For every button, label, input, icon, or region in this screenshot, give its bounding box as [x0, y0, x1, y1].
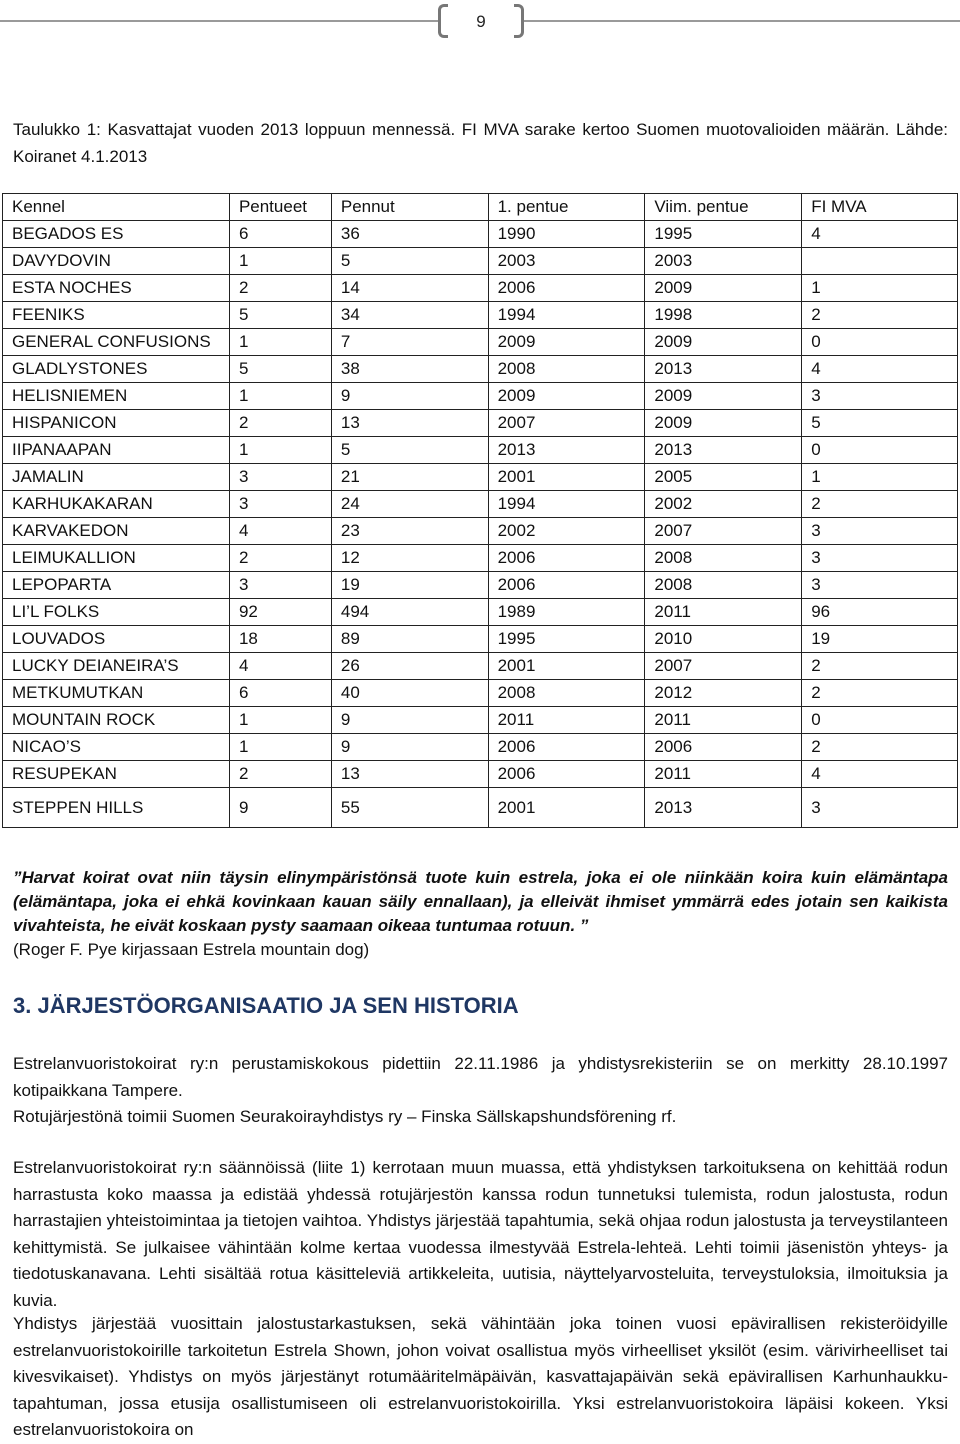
table-cell: FEENIKS: [3, 302, 230, 329]
table-cell: LEIMUKALLION: [3, 545, 230, 572]
table-cell: 9: [331, 707, 488, 734]
table-row: [3, 518, 958, 545]
table-cell: HELISNIEMEN: [3, 383, 230, 410]
table-cell: 4: [802, 761, 958, 788]
table-cell: 2: [802, 734, 958, 761]
table-cell: 2009: [488, 383, 645, 410]
table-cell: 19: [802, 626, 958, 653]
table-cell: 2008: [645, 572, 802, 599]
table-row: [3, 626, 958, 653]
table-cell: 2006: [488, 572, 645, 599]
table-cell: 2006: [488, 761, 645, 788]
table-cell: 4: [229, 653, 331, 680]
table-cell: 0: [802, 707, 958, 734]
table-cell: 5: [331, 437, 488, 464]
table-row: [3, 248, 958, 275]
table-cell: 4: [802, 356, 958, 383]
table-cell: 2: [229, 275, 331, 302]
table-cell: 21: [331, 464, 488, 491]
table-cell: 2013: [488, 437, 645, 464]
paragraph-breed-club: Rotujärjestönä toimii Suomen Seurakoirayhdistys ry – Finska Sällskapshundsförening rf.: [13, 1107, 677, 1126]
table-cell: LI’L FOLKS: [3, 599, 230, 626]
paragraph-events: Yhdistys järjestää vuosittain jalostustarkastuksen, sekä vähintään joka toinen vuosi epävirallisen rekisteröidyille estrelanvuoristokoirille tarkoitetun Estrela Shown, johon voivat osallistua myös virheelliset yksilöt (esim. värivirheelliset tai kivesvikaiset). Yhdistys on myös järjestänyt rotumääritelmäpäivän, kasvattajapäivän sekä epävirallisen Karhunhaukku-tapahtuman, jossa etusija osallistumiseen oli estrelanvuoristokoirilla. Yksi estrelanvuoristokoira läpäisi kokeen. Yksi estrelanvuoristokoira on: [13, 1314, 948, 1439]
table-cell: KARHUKAKARAN: [3, 491, 230, 518]
table-cell: 3: [229, 464, 331, 491]
table-cell: 89: [331, 626, 488, 653]
table-cell: 2003: [488, 248, 645, 275]
table-row: [3, 302, 958, 329]
table-header-cell: Kennel: [3, 194, 230, 221]
table-cell: 1: [229, 329, 331, 356]
table-cell: 55: [331, 788, 488, 828]
table-cell: 5: [802, 410, 958, 437]
table-row: [3, 788, 958, 828]
table-cell: NICAO’S: [3, 734, 230, 761]
table-cell: 92: [229, 599, 331, 626]
table-cell: 3: [229, 491, 331, 518]
table-row: [3, 545, 958, 572]
table-cell: 2: [802, 491, 958, 518]
table-cell: 2011: [645, 599, 802, 626]
table-row: [3, 356, 958, 383]
table-caption: Taulukko 1: Kasvattajat vuoden 2013 loppuun mennessä. FI MVA sarake kertoo Suomen muotovalioiden määrän. Lähde: Koiranet 4.1.2013: [13, 120, 948, 166]
table-cell: 2006: [488, 734, 645, 761]
table-cell: GENERAL CONFUSIONS: [3, 329, 230, 356]
table-cell: 36: [331, 221, 488, 248]
table-cell: RESUPEKAN: [3, 761, 230, 788]
table-cell: 2010: [645, 626, 802, 653]
table-cell: 24: [331, 491, 488, 518]
table-row: [3, 572, 958, 599]
table-cell: 5: [331, 248, 488, 275]
table-cell: 2009: [645, 275, 802, 302]
table-cell: 19: [331, 572, 488, 599]
table-cell: METKUMUTKAN: [3, 680, 230, 707]
table-cell: 2002: [488, 518, 645, 545]
table-cell: 2006: [488, 275, 645, 302]
table-cell: 26: [331, 653, 488, 680]
table-cell: 1995: [645, 221, 802, 248]
table-cell: 3: [802, 518, 958, 545]
table-cell: 2007: [488, 410, 645, 437]
table-cell: 2013: [645, 437, 802, 464]
table-cell: 3: [802, 383, 958, 410]
table-cell: 2011: [488, 707, 645, 734]
table-cell: 1994: [488, 491, 645, 518]
table-header-row: [3, 194, 958, 221]
table-row: [3, 221, 958, 248]
table-row: [3, 653, 958, 680]
table-cell: 14: [331, 275, 488, 302]
table-row: [3, 329, 958, 356]
table-cell: 2011: [645, 761, 802, 788]
table-cell: BEGADOS ES: [3, 221, 230, 248]
table-cell: 0: [802, 329, 958, 356]
table-cell: LUCKY DEIANEIRA’S: [3, 653, 230, 680]
header-rule-right: [524, 20, 960, 22]
table-cell: 3: [802, 788, 958, 828]
table-cell: 1: [229, 707, 331, 734]
table-cell: 7: [331, 329, 488, 356]
table-cell: 1998: [645, 302, 802, 329]
table-cell: 1989: [488, 599, 645, 626]
paragraph-founding: Estrelanvuoristokoirat ry:n perustamiskokous pidettiin 22.11.1986 ja yhdistysrekisteriin se on merkitty 28.10.1997 kotipaikkana Tampere.: [13, 1054, 948, 1100]
table-cell: 13: [331, 410, 488, 437]
table-cell: LEPOPARTA: [3, 572, 230, 599]
table-cell: 23: [331, 518, 488, 545]
bracket-right-icon: [514, 4, 524, 38]
table-cell: 1: [229, 734, 331, 761]
table-cell: 2: [802, 680, 958, 707]
table-row: [3, 761, 958, 788]
table-cell: GLADLYSTONES: [3, 356, 230, 383]
table-cell: 2007: [645, 653, 802, 680]
table-cell: 2: [229, 410, 331, 437]
table-cell: 494: [331, 599, 488, 626]
table-cell: 3: [802, 572, 958, 599]
table-cell: 9: [229, 788, 331, 828]
table-cell: ESTA NOCHES: [3, 275, 230, 302]
table-header-cell: FI MVA: [802, 194, 958, 221]
table-cell: 9: [331, 734, 488, 761]
table-row: [3, 707, 958, 734]
table-cell: JAMALIN: [3, 464, 230, 491]
table-cell: 2001: [488, 653, 645, 680]
table-cell: 4: [229, 518, 331, 545]
table-cell: 2: [802, 302, 958, 329]
page-number: 9: [476, 12, 486, 31]
table-row: [3, 491, 958, 518]
table-cell: STEPPEN HILLS: [3, 788, 230, 828]
table-cell: DAVYDOVIN: [3, 248, 230, 275]
table-cell: 2001: [488, 464, 645, 491]
table-cell: 1: [229, 383, 331, 410]
table-row: [3, 464, 958, 491]
table-header-cell: Pennut: [331, 194, 488, 221]
table-cell: 2002: [645, 491, 802, 518]
quote-source: (Roger F. Pye kirjassaan Estrela mountain dog): [13, 940, 370, 959]
table-cell: 1: [229, 248, 331, 275]
table-cell: 2012: [645, 680, 802, 707]
table-cell: 2006: [488, 545, 645, 572]
table-cell: 2: [229, 545, 331, 572]
table-cell: 4: [802, 221, 958, 248]
table-cell: 2009: [645, 383, 802, 410]
table-cell: KARVAKEDON: [3, 518, 230, 545]
table-header-cell: Viim. pentue: [645, 194, 802, 221]
table-cell: 6: [229, 680, 331, 707]
paragraph-purpose: Estrelanvuoristokoirat ry:n säännöissä (liite 1) kerrotaan muun muassa, että yhdistyksen tarkoituksena on kehittää rodun harrastusta koko maassa ja edistää yhdessä rotujärjestön kanssa rodun tunnetuksi tulemista, rodun jalostusta, rodun harrastajien yhteistoimintaa ja tietojen vaihtoa. Yhdistys järjestää tapahtumia, sekä ohjaa rodun jalostusta ja terveystilanteen kehittymistä. Se julkaisee vähintään kolme kertaa vuodessa ilmestyvää Estrela-lehteä. Lehti toimii jäsenistön yhteys- ja tiedotuskanavana. Lehti sisältää rotua käsitteleviä artikkeleita, uutisia, näyttelyarvosteluita, terveystuloksia, ilmoituksia ja kuvia.: [13, 1158, 948, 1310]
table-cell: 2013: [645, 788, 802, 828]
table-cell: 2009: [645, 329, 802, 356]
table-cell: 2006: [645, 734, 802, 761]
table-cell: IIPANAAPAN: [3, 437, 230, 464]
table-cell: 2009: [488, 329, 645, 356]
table-cell: 13: [331, 761, 488, 788]
quote-text: ”Harvat koirat ovat niin täysin elinympäristönsä tuote kuin estrela, joka ei ole niinkään koira kuin elämäntapa (elämäntapa, joka ei ehkä kovinkaan kauan säily ennallaan), ja elleivät ihmiset ymmärrä edes jotain sen kaikista vivahteista, he eivät koskaan pysty saamaan oikeaa tuntumaa rotuun. ”: [13, 868, 948, 935]
table-cell: 1: [229, 437, 331, 464]
table-cell: 5: [229, 302, 331, 329]
table-cell: 12: [331, 545, 488, 572]
table-cell: 2011: [645, 707, 802, 734]
table-cell: 3: [229, 572, 331, 599]
table-cell: 1: [802, 275, 958, 302]
table-row: [3, 599, 958, 626]
table-row: [3, 437, 958, 464]
table-cell: 2009: [645, 410, 802, 437]
table-cell: [802, 248, 958, 275]
table-cell: 2008: [488, 356, 645, 383]
table-row: [3, 275, 958, 302]
table-cell: 40: [331, 680, 488, 707]
table-header-cell: 1. pentue: [488, 194, 645, 221]
table-cell: 2: [229, 761, 331, 788]
table-cell: 1995: [488, 626, 645, 653]
table-cell: 0: [802, 437, 958, 464]
table-cell: 2013: [645, 356, 802, 383]
table-cell: 34: [331, 302, 488, 329]
table-cell: 2008: [645, 545, 802, 572]
table-cell: LOUVADOS: [3, 626, 230, 653]
page-number-box: [438, 4, 524, 40]
table-cell: 6: [229, 221, 331, 248]
table-cell: 38: [331, 356, 488, 383]
header-rule-left: [0, 20, 438, 22]
table-cell: 3: [802, 545, 958, 572]
table-row: [3, 383, 958, 410]
table-cell: 9: [331, 383, 488, 410]
table-row: [3, 734, 958, 761]
table-cell: 96: [802, 599, 958, 626]
table-cell: 2008: [488, 680, 645, 707]
table-cell: 1994: [488, 302, 645, 329]
table-row: [3, 410, 958, 437]
table-cell: 1990: [488, 221, 645, 248]
table-header-cell: Pentueet: [229, 194, 331, 221]
table-cell: 2007: [645, 518, 802, 545]
quote-block: [13, 866, 948, 962]
table-cell: 2005: [645, 464, 802, 491]
table-cell: 1: [802, 464, 958, 491]
kennel-table: [2, 193, 958, 828]
table-row: [3, 680, 958, 707]
table-cell: 5: [229, 356, 331, 383]
table-cell: 2: [802, 653, 958, 680]
table-cell: 2001: [488, 788, 645, 828]
table-cell: MOUNTAIN ROCK: [3, 707, 230, 734]
table-cell: HISPANICON: [3, 410, 230, 437]
table-cell: 2003: [645, 248, 802, 275]
section-heading: 3. JÄRJESTÖORGANISAATIO JA SEN HISTORIA: [13, 993, 519, 1018]
table-cell: 18: [229, 626, 331, 653]
